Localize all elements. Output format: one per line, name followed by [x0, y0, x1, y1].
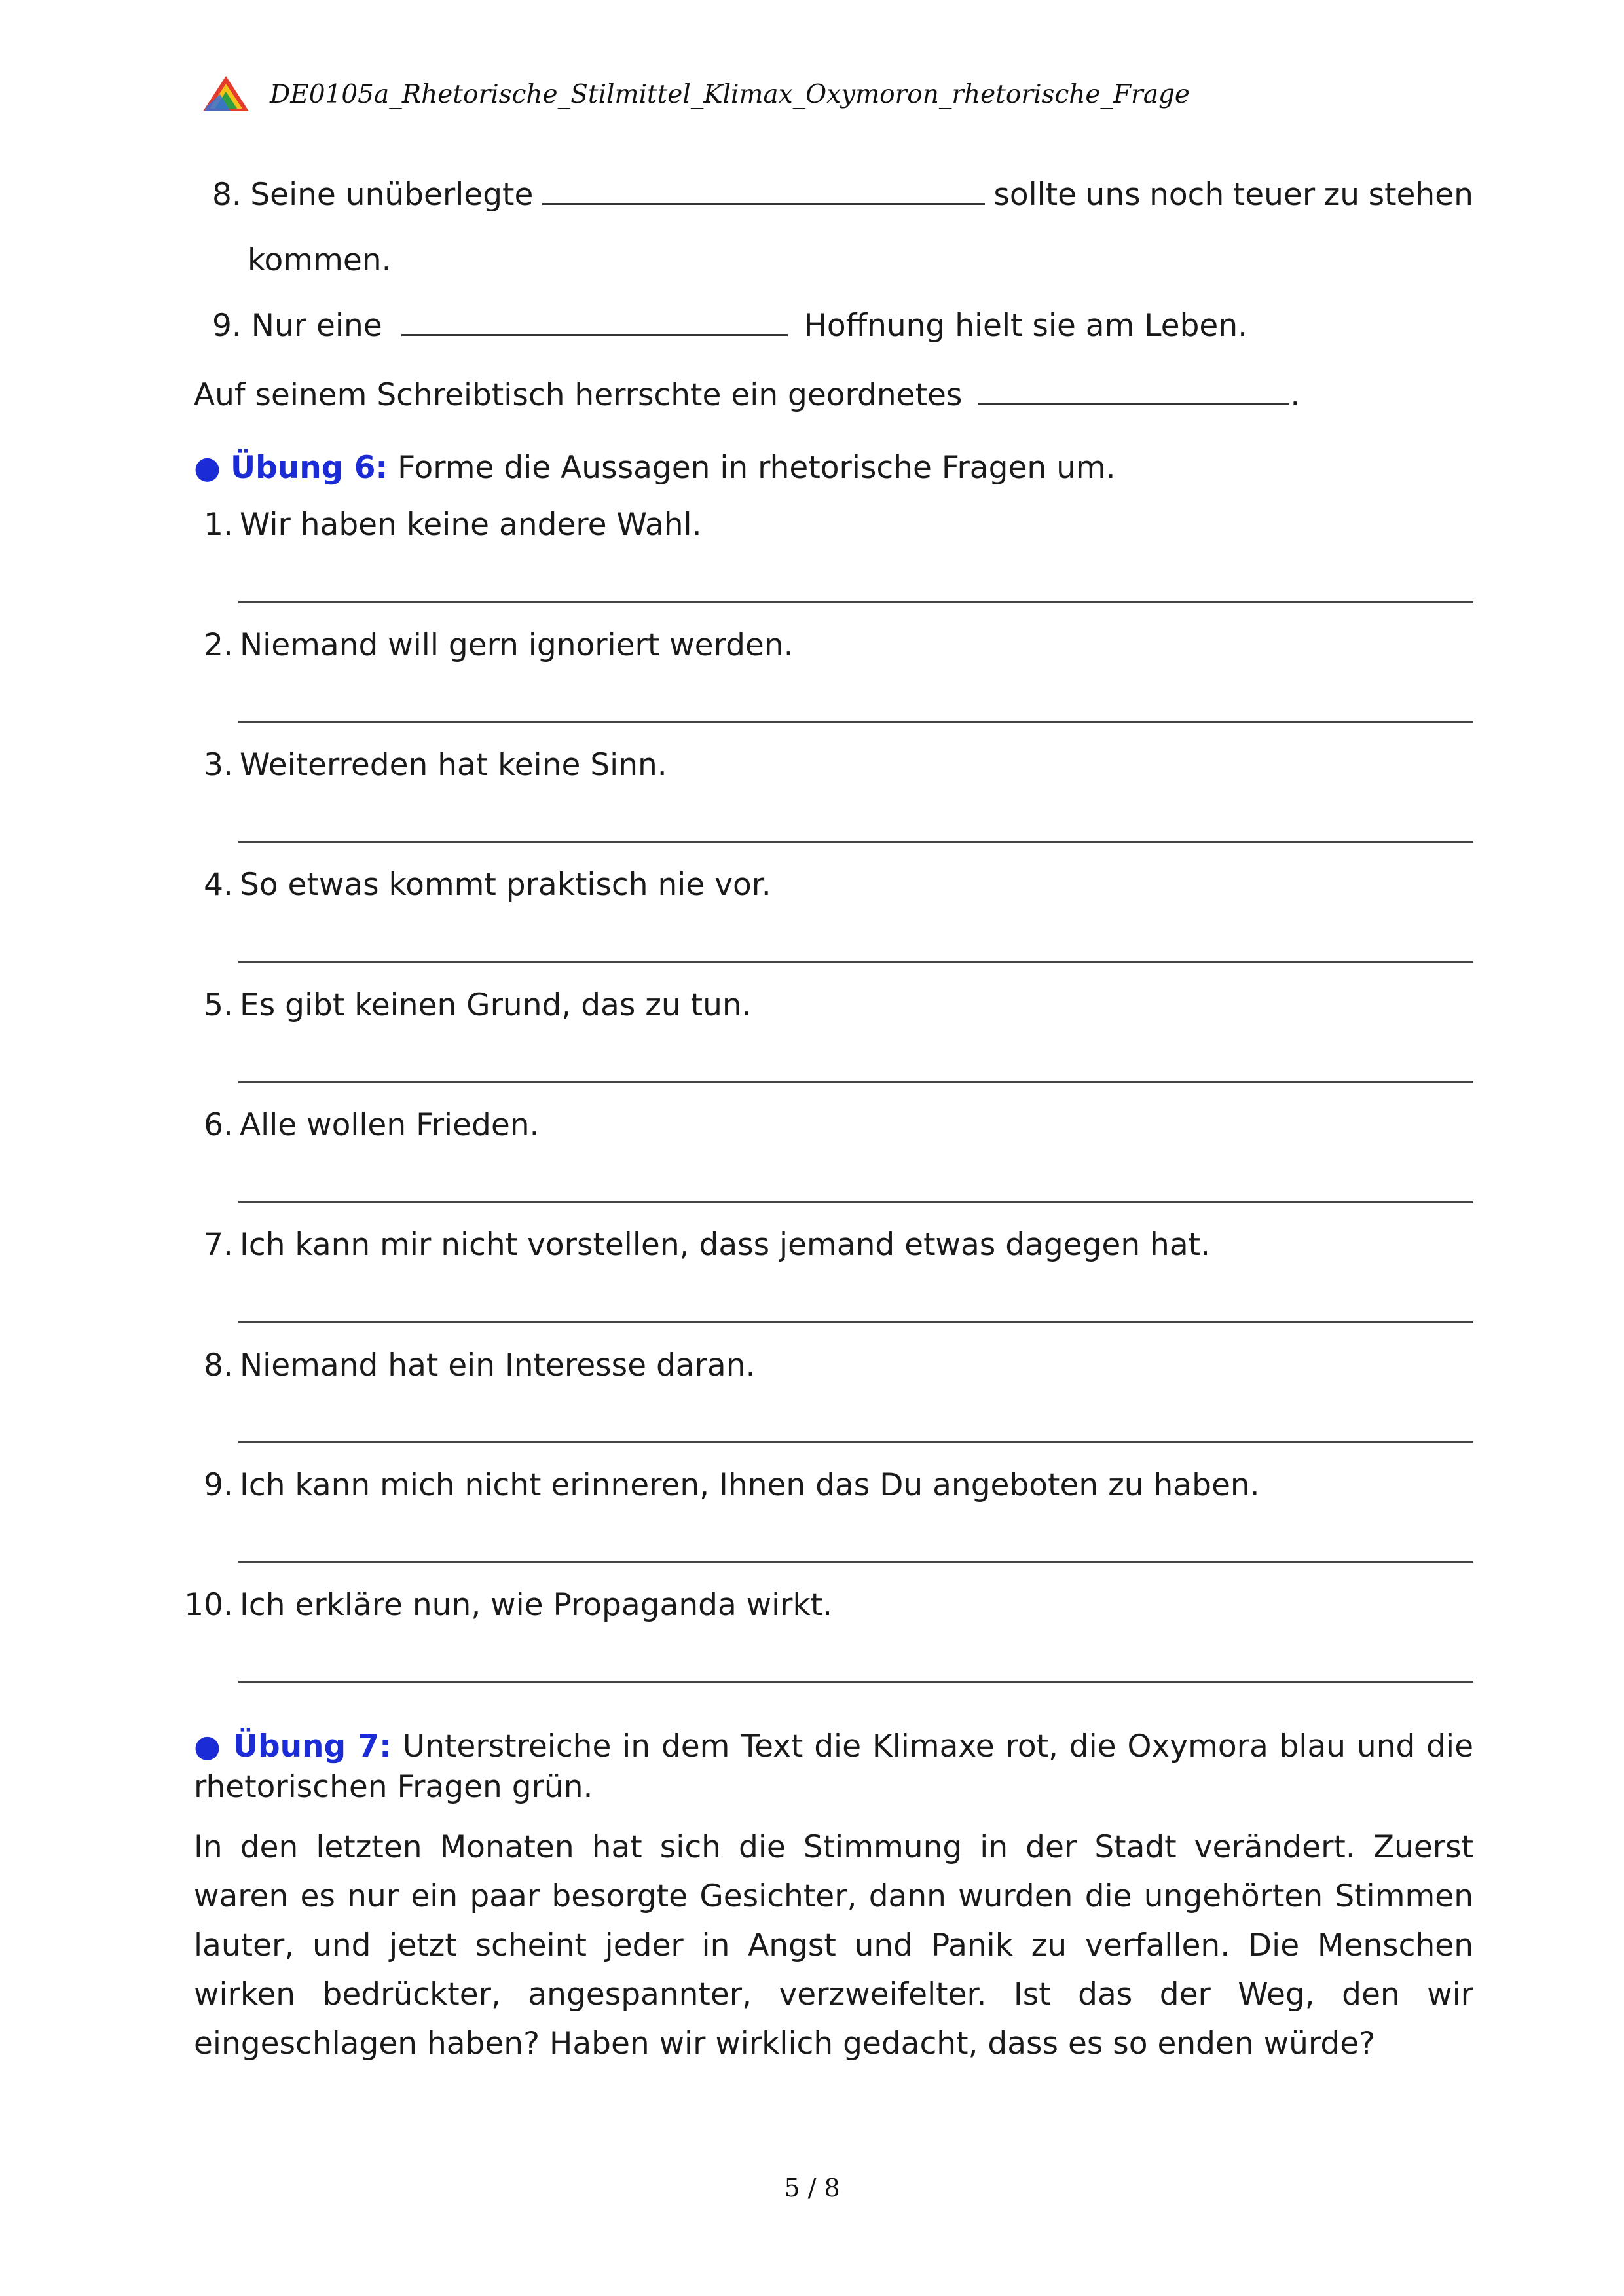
answer-line[interactable]: [238, 1441, 1473, 1443]
exercise-7-label: Übung 7:: [232, 1728, 392, 1764]
fill-in-item-9: [212, 305, 1247, 346]
exercise-6-label: Übung 6:: [230, 450, 388, 486]
item-8-word: zu: [1323, 177, 1360, 213]
exercise-6-instruction: Forme die Aussagen in rhetorische Fragen um.: [397, 450, 1116, 486]
question-text: Wir haben keine andere Wahl.: [240, 507, 702, 543]
item-10-period: .: [1290, 377, 1301, 413]
exercise-6-heading: [194, 448, 1116, 488]
answer-line[interactable]: [238, 961, 1473, 963]
exercise-7-heading: [194, 1726, 1473, 1808]
item-8-number: 8.: [212, 177, 242, 213]
question-text: Niemand hat ein Interesse daran.: [240, 1347, 756, 1383]
answer-line[interactable]: [238, 1321, 1473, 1323]
item-8-blank[interactable]: [542, 174, 985, 205]
item-8-word: stehen: [1368, 177, 1473, 213]
question-number: 7.: [204, 1227, 233, 1263]
item-9-text-after: Hoffnung hielt sie am Leben.: [803, 308, 1248, 344]
answer-line[interactable]: [238, 601, 1473, 603]
document-title: DE0105a_Rhetorische_Stilmittel_Klimax_Oxymoron_rhetorische_Frage: [270, 79, 1190, 109]
item-9-text-before: Nur eine: [251, 308, 382, 344]
exercise-7-instruction: Unterstreiche in dem Text die Klimaxe rot, die Oxymora blau und die rhetorischen Fragen grün.: [194, 1728, 1473, 1805]
bullet-icon: ●: [194, 450, 221, 486]
colorful-triangle-logo-icon: [202, 75, 250, 114]
item-8-continuation: kommen.: [248, 242, 392, 278]
question-text: Weiterreden hat keine Sinn.: [240, 747, 667, 783]
item-8-word: uns: [1085, 177, 1141, 213]
item-8-word: sollte: [993, 177, 1077, 213]
answer-line[interactable]: [238, 1081, 1473, 1083]
exercise-7-text: In den letzten Monaten hat sich die Stimmung in der Stadt verändert. Zuerst waren es nur ein paar besorgte Gesichter, dann wurden die ungehörten Stimmen lauter, und jetzt scheint jeder in Angst und Panik zu verfallen. Die Menschen wirken bedrückter, angespannter, verzweifelter. Ist das der Weg, den wir eingeschlagen haben? Haben wir wirklich gedacht, dass es so enden würde?: [194, 1829, 1473, 2062]
answer-line[interactable]: [238, 841, 1473, 843]
question-text: Es gibt keinen Grund, das zu tun.: [240, 987, 752, 1023]
question-number: 4.: [204, 867, 233, 903]
question-text: Alle wollen Frieden.: [240, 1107, 540, 1143]
question-number: 9.: [204, 1467, 233, 1503]
item-10-blank[interactable]: [978, 374, 1289, 405]
page-number: 5 / 8: [784, 2174, 840, 2202]
item-8-word: noch: [1149, 177, 1225, 213]
answer-line[interactable]: [238, 1681, 1473, 1683]
question-number: 3.: [204, 747, 233, 783]
fill-in-item-8: [212, 174, 1473, 215]
page-header: [202, 71, 1190, 118]
question-number: 6.: [204, 1107, 233, 1143]
item-8-word: teuer: [1232, 177, 1316, 213]
question-number: 1.: [204, 507, 233, 543]
question-text: Ich kann mir nicht vorstellen, dass jemand etwas dagegen hat.: [240, 1227, 1211, 1263]
fill-in-item-10: [194, 374, 1300, 415]
question-text: Niemand will gern ignoriert werden.: [240, 627, 794, 663]
question-text: So etwas kommt praktisch nie vor.: [240, 867, 771, 903]
item-10-text-before: Auf seinem Schreibtisch herrschte ein geordnetes: [194, 377, 963, 413]
answer-line[interactable]: [238, 1201, 1473, 1203]
answer-line[interactable]: [238, 721, 1473, 723]
question-number: 2.: [204, 627, 233, 663]
item-9-number: 9.: [212, 308, 242, 344]
question-text: Ich kann mich nicht erinneren, Ihnen das Du angeboten zu haben.: [240, 1467, 1260, 1503]
bullet-icon: ●: [194, 1728, 222, 1764]
answer-line[interactable]: [238, 1561, 1473, 1563]
question-number: 8.: [204, 1347, 233, 1383]
question-number: 5.: [204, 987, 233, 1023]
question-number: 10.: [184, 1587, 233, 1623]
question-text: Ich erkläre nun, wie Propaganda wirkt.: [240, 1587, 833, 1623]
item-9-blank[interactable]: [401, 305, 788, 336]
item-8-text-before: Seine unüberlegte: [250, 177, 534, 213]
